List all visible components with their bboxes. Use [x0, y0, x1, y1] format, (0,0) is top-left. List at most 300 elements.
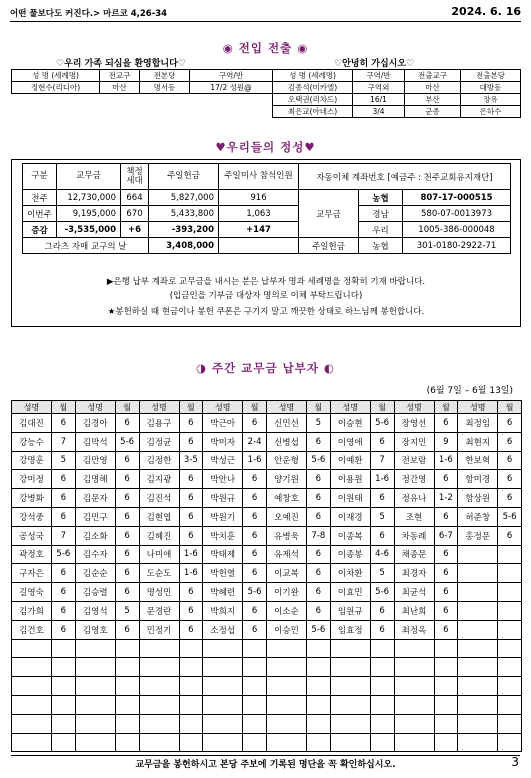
tither-month — [52, 695, 76, 714]
tither-name — [75, 677, 115, 696]
gospel-verse: 어떤 풀보다도 커진다.> 마르코 4,26-34 — [10, 9, 168, 19]
tither-name: 임효정 — [330, 620, 370, 639]
tither-month — [370, 658, 394, 677]
table-cell: +147 — [219, 222, 299, 238]
tither-month: 6 — [52, 414, 76, 433]
tither-name: 이영애 — [330, 432, 370, 451]
tither-month — [243, 658, 267, 677]
bank-name: 농협 — [359, 238, 403, 254]
tither-month — [498, 564, 522, 583]
tither-month: 6-7 — [434, 526, 458, 545]
tither-name — [394, 714, 434, 733]
tithe-account-label: 교무금 — [299, 190, 359, 238]
tither-month: 5-6 — [370, 583, 394, 602]
tither-row — [12, 414, 522, 433]
tither-month: 6 — [115, 526, 139, 545]
tither-month — [307, 714, 331, 733]
tither-name: 문경란 — [139, 601, 179, 620]
tither-name: 강명훈 — [12, 451, 52, 470]
welcome-heading: ♡우리 가족 되심을 환영합니다♡ — [56, 59, 186, 69]
tither-month — [243, 714, 267, 733]
tither-name — [267, 714, 307, 733]
tither-name — [458, 545, 498, 564]
page-header — [10, 4, 521, 22]
tither-name: 정간영 — [394, 470, 434, 489]
footer-rule — [11, 755, 520, 756]
tither-name — [12, 658, 52, 677]
tither-name: 이원태 — [330, 489, 370, 508]
table-cell: 이번주 — [23, 206, 57, 222]
tither-name — [330, 658, 370, 677]
tither-name: 도순도 — [139, 564, 179, 583]
tither-month — [498, 714, 522, 733]
tither-month: 6 — [179, 432, 203, 451]
tither-name: 민정기 — [139, 620, 179, 639]
tither-month: 3-5 — [179, 451, 203, 470]
column-header: 주일헌금 — [149, 164, 219, 190]
tither-name — [458, 639, 498, 658]
tither-name: 전보람 — [394, 451, 434, 470]
transfer-title: ◉ 전입 전출 ◉ — [222, 41, 309, 55]
tither-name — [267, 733, 307, 752]
tither-name — [330, 714, 370, 733]
tither-name: 김정균 — [139, 432, 179, 451]
tither-month: 6 — [370, 526, 394, 545]
tither-name — [12, 677, 52, 696]
tither-name: 신병섭 — [267, 432, 307, 451]
transfer-in-row — [12, 82, 273, 94]
table-cell: 전주 — [23, 190, 57, 206]
tither-month: 6 — [498, 526, 522, 545]
tither-name: 구자은 — [12, 564, 52, 583]
account-number: 580-07-0013973 — [403, 206, 511, 222]
offerings-table — [22, 163, 511, 254]
tither-name: 명성민 — [139, 583, 179, 602]
tithers-title: ◑ 주간 교무금 납부자 ◐ — [196, 361, 335, 375]
tither-month: 5-6 — [115, 432, 139, 451]
empty-cell — [219, 238, 299, 254]
special-offering-label: 그라츠 자매 교구의 날 — [23, 238, 149, 254]
tither-month — [307, 639, 331, 658]
tither-name: 차동례 — [394, 526, 434, 545]
column-header: 성명 — [139, 401, 179, 414]
tither-name: 김용구 — [139, 414, 179, 433]
tither-name: 박근아 — [203, 414, 243, 433]
tither-month: 6 — [115, 564, 139, 583]
column-header: 월 — [498, 401, 522, 414]
tither-month: 1-6 — [179, 545, 203, 564]
tither-month — [498, 695, 522, 714]
tither-month: 6 — [52, 507, 76, 526]
tither-name: 함미경 — [458, 470, 498, 489]
table-cell: 9,195,000 — [57, 206, 121, 222]
tither-row — [12, 714, 522, 733]
column-header: 성명 — [330, 401, 370, 414]
tither-name: 박헌열 — [203, 564, 243, 583]
tither-month — [498, 677, 522, 696]
tither-name — [12, 695, 52, 714]
table-cell: 장유 — [461, 94, 521, 106]
tither-name: 김수자 — [75, 545, 115, 564]
tither-row — [12, 733, 522, 752]
tither-month: 1-6 — [434, 451, 458, 470]
tither-name: 유병욱 — [267, 526, 307, 545]
tither-name: 강병화 — [12, 489, 52, 508]
tither-month: 6 — [498, 489, 522, 508]
tither-month: 6 — [434, 507, 458, 526]
tither-month: 5 — [52, 451, 76, 470]
tither-name — [394, 695, 434, 714]
tither-name: 조현 — [394, 507, 434, 526]
tither-month: 9 — [434, 432, 458, 451]
tither-month: 6 — [179, 414, 203, 433]
tither-name — [458, 714, 498, 733]
tither-row — [12, 639, 522, 658]
transfer-out-row — [273, 94, 521, 106]
tither-month — [434, 639, 458, 658]
tither-month: 6 — [434, 620, 458, 639]
tither-month: 6 — [307, 470, 331, 489]
tither-month — [370, 639, 394, 658]
column-header: 교무금 — [57, 164, 121, 190]
tither-month — [115, 639, 139, 658]
table-cell: 670 — [121, 206, 149, 222]
tither-name: 이승현 — [330, 414, 370, 433]
tither-month: 7 — [52, 432, 76, 451]
tither-name: 김승렬 — [75, 583, 115, 602]
tither-row — [12, 620, 522, 639]
tither-name: 김문자 — [75, 489, 115, 508]
tither-month: 6 — [115, 470, 139, 489]
tither-name: 유제석 — [267, 545, 307, 564]
tither-month: 6 — [52, 620, 76, 639]
tither-name — [12, 639, 52, 658]
tither-month: 6 — [179, 601, 203, 620]
bulletin-date: 2024. 6. 16 — [451, 5, 521, 18]
column-header: 월 — [52, 401, 76, 414]
tither-month: 6 — [52, 470, 76, 489]
tither-name — [75, 658, 115, 677]
tither-month: 6 — [307, 545, 331, 564]
tither-name — [139, 695, 179, 714]
tither-name — [75, 733, 115, 752]
tither-name — [203, 677, 243, 696]
table-cell: 증감 — [23, 222, 57, 238]
column-header: 전출교구 — [405, 70, 461, 82]
tither-month: 6 — [115, 545, 139, 564]
offerings-row — [23, 222, 511, 238]
table-cell: 명서동 — [140, 82, 190, 94]
tither-month: 5-6 — [307, 620, 331, 639]
tither-name: 길영숙 — [12, 583, 52, 602]
column-header: 주일미사 참석인원 — [219, 164, 299, 190]
account-number: 1005-386-000048 — [403, 222, 511, 238]
tither-name — [330, 677, 370, 696]
tither-name — [267, 695, 307, 714]
tither-month: 6 — [179, 489, 203, 508]
tither-name — [458, 583, 498, 602]
tither-row — [12, 451, 522, 470]
table-cell: -393,200 — [149, 222, 219, 238]
tither-month: 6 — [498, 451, 522, 470]
tither-row — [12, 526, 522, 545]
tither-name: 안운형 — [267, 451, 307, 470]
tither-name — [139, 733, 179, 752]
table-cell: 부산 — [405, 94, 461, 106]
tither-name — [203, 714, 243, 733]
tither-name — [330, 639, 370, 658]
transfer-out-row — [273, 82, 521, 94]
column-header: 성명 — [203, 401, 243, 414]
transfer-out-header-row — [273, 70, 521, 82]
bank-name: 농협 — [359, 190, 403, 206]
tither-name — [458, 658, 498, 677]
table-cell: 은하수 — [461, 106, 521, 118]
tither-month: 6 — [307, 583, 331, 602]
column-header: 월 — [434, 401, 458, 414]
tither-month: 1-2 — [434, 489, 458, 508]
column-header: 월 — [243, 401, 267, 414]
tither-name — [75, 639, 115, 658]
tither-name: 공성국 — [12, 526, 52, 545]
tither-name: 김경아 — [75, 414, 115, 433]
column-header: 성명 — [394, 401, 434, 414]
tither-name: 강능수 — [12, 432, 52, 451]
tither-name: 박희지 — [203, 601, 243, 620]
tither-name — [75, 714, 115, 733]
tither-name — [139, 639, 179, 658]
table-cell: 마산 — [100, 82, 140, 94]
column-header: 구역/반 — [353, 70, 405, 82]
tither-name — [12, 733, 52, 752]
tither-name: 장지민 — [394, 432, 434, 451]
tither-month: 5-6 — [52, 545, 76, 564]
tither-name: 이기완 — [267, 583, 307, 602]
column-header: 전본당 — [140, 70, 190, 82]
tither-month: 6 — [307, 564, 331, 583]
tither-name: 김진석 — [139, 489, 179, 508]
tither-name: 강석중 — [12, 507, 52, 526]
tither-name: 김소화 — [75, 526, 115, 545]
tither-name: 채종문 — [394, 545, 434, 564]
tither-name: 김현엽 — [139, 507, 179, 526]
tither-name: 허준창 — [458, 507, 498, 526]
table-cell: 구역외 — [353, 82, 405, 94]
bank-note-sub: (입금인을 기부금 대상자 명의로 이체 부탁드립니다) — [169, 291, 363, 301]
table-cell: 3/4 — [353, 106, 405, 118]
tither-month: 1-6 — [179, 564, 203, 583]
tither-row — [12, 489, 522, 508]
table-cell: 대방동 — [461, 82, 521, 94]
tither-name: 김만영 — [75, 451, 115, 470]
tither-name: 소정섭 — [203, 620, 243, 639]
tither-month: 6 — [243, 545, 267, 564]
tither-month: 7 — [370, 451, 394, 470]
tither-month: 6 — [243, 620, 267, 639]
tither-name: 오예진 — [267, 507, 307, 526]
tither-row — [12, 432, 522, 451]
tither-month: 6 — [115, 489, 139, 508]
tither-month: 6 — [243, 470, 267, 489]
tither-name: 김민구 — [75, 507, 115, 526]
offerings-header-row — [23, 164, 511, 190]
tither-row — [12, 545, 522, 564]
tither-name — [203, 733, 243, 752]
tither-name: 장영선 — [394, 414, 434, 433]
tither-name — [330, 695, 370, 714]
tither-name: 함상원 — [458, 489, 498, 508]
offerings-title: ♥우리들의 정성♥ — [215, 140, 316, 154]
tither-name: 박원규 — [203, 489, 243, 508]
bank-name: 경남 — [359, 206, 403, 222]
column-header: 성 명 (세례명) — [12, 70, 100, 82]
tithers-date-range: (6월 7일 – 6월 13일) — [426, 386, 513, 396]
tither-name: 김대진 — [12, 414, 52, 433]
tither-name: 박안나 — [203, 470, 243, 489]
tither-name: 최정옥 — [394, 620, 434, 639]
page-number: 3 — [511, 755, 519, 769]
table-cell: 5,433,800 — [149, 206, 219, 222]
column-header: 월 — [307, 401, 331, 414]
column-header: 구분 — [23, 164, 57, 190]
tither-month: 6 — [115, 583, 139, 602]
tither-name: 이차환 — [330, 564, 370, 583]
tither-month: 6 — [498, 414, 522, 433]
column-header: 성명 — [12, 401, 52, 414]
tither-name: 박성근 — [203, 451, 243, 470]
tither-month — [115, 733, 139, 752]
tither-month: 6 — [370, 620, 394, 639]
table-cell: 최은교(아네스) — [273, 106, 353, 118]
column-header: 성 명 (세례명) — [273, 70, 353, 82]
transfer-in-header-row — [12, 70, 273, 82]
tither-month: 6 — [243, 489, 267, 508]
tither-month — [434, 658, 458, 677]
tither-month: 6 — [243, 564, 267, 583]
account-number: 301-0180-2922-71 — [403, 238, 511, 254]
tither-name: 이예환 — [330, 451, 370, 470]
tither-name — [458, 695, 498, 714]
column-header: 월 — [179, 401, 203, 414]
tithers-table — [11, 400, 522, 752]
tither-name: 최균석 — [394, 583, 434, 602]
transfer-in-table — [11, 69, 273, 94]
tither-row — [12, 507, 522, 526]
tither-month — [498, 639, 522, 658]
tither-name — [458, 601, 498, 620]
tither-month: 6 — [115, 507, 139, 526]
tither-month — [115, 677, 139, 696]
tither-month: 5 — [370, 564, 394, 583]
tither-month: 5-6 — [243, 583, 267, 602]
transfer-out-table — [272, 69, 521, 118]
tithers-header-row — [12, 401, 522, 414]
tither-name — [394, 658, 434, 677]
tither-name: 이소순 — [267, 601, 307, 620]
tither-month: 2-4 — [243, 432, 267, 451]
tither-month — [370, 733, 394, 752]
tither-month: 6 — [434, 601, 458, 620]
tither-name: 김정한 — [139, 451, 179, 470]
tither-name: 이승민 — [267, 620, 307, 639]
tither-row — [12, 695, 522, 714]
tither-month — [307, 658, 331, 677]
tither-name — [139, 658, 179, 677]
tither-month: 6 — [434, 470, 458, 489]
tither-name: 박미자 — [203, 432, 243, 451]
tither-month: 5-6 — [307, 451, 331, 470]
tither-name: 김건호 — [12, 620, 52, 639]
bank-note: ▶은행 납부 계좌로 교무금을 내시는 분은 납부자 명과 세례명을 정확히 기재 바랍니다. — [106, 277, 426, 287]
tither-name — [458, 620, 498, 639]
tither-name — [203, 658, 243, 677]
offerings-row — [23, 190, 511, 206]
tither-name — [394, 639, 434, 658]
tither-name: 이재경 — [330, 507, 370, 526]
tither-month — [52, 733, 76, 752]
tither-month: 6 — [434, 414, 458, 433]
tither-month — [179, 695, 203, 714]
tither-month — [434, 695, 458, 714]
tither-month — [307, 695, 331, 714]
tither-month: 6 — [243, 601, 267, 620]
tither-month: 1-6 — [370, 470, 394, 489]
tither-month: 5 — [370, 507, 394, 526]
farewell-heading: ♡안녕히 가십시오♡ — [334, 59, 415, 69]
tither-name — [139, 714, 179, 733]
tither-name — [458, 733, 498, 752]
bank-name: 우리 — [359, 222, 403, 238]
tither-month: 4-6 — [370, 545, 394, 564]
tither-month: 5-6 — [498, 507, 522, 526]
tither-name: 정유나 — [394, 489, 434, 508]
column-header: 구역/반 — [190, 70, 273, 82]
column-header: 책정 세대 — [121, 164, 149, 190]
tither-month — [115, 658, 139, 677]
special-offering-value: 3,408,000 — [149, 238, 219, 254]
tither-row — [12, 564, 522, 583]
tither-month: 6 — [498, 432, 522, 451]
tither-month — [498, 583, 522, 602]
tither-month: 6 — [179, 620, 203, 639]
tither-row — [12, 601, 522, 620]
table-cell: 916 — [219, 190, 299, 206]
footer-notice: 교무금을 봉헌하시고 본당 주보에 기록된 명단을 꼭 확인하십시오. — [135, 760, 396, 770]
column-header: 성명 — [267, 401, 307, 414]
tither-month: 6 — [115, 414, 139, 433]
tither-month — [52, 677, 76, 696]
tither-name: 김영호 — [75, 620, 115, 639]
tither-month: 6 — [52, 564, 76, 583]
tither-month: 6 — [52, 583, 76, 602]
tither-month — [179, 714, 203, 733]
column-header: 성명 — [75, 401, 115, 414]
tither-name: 이종복 — [330, 526, 370, 545]
tither-month: 5-6 — [370, 414, 394, 433]
tither-name — [203, 639, 243, 658]
tither-month: 6 — [434, 545, 458, 564]
table-cell: 정현수(리디아) — [12, 82, 100, 94]
tither-name — [394, 733, 434, 752]
tither-month — [52, 714, 76, 733]
tither-name: 양기원 — [267, 470, 307, 489]
tither-name — [267, 677, 307, 696]
tither-name — [330, 733, 370, 752]
tither-month — [434, 677, 458, 696]
tither-month — [370, 714, 394, 733]
tither-month: 6 — [243, 526, 267, 545]
column-header: 월 — [115, 401, 139, 414]
